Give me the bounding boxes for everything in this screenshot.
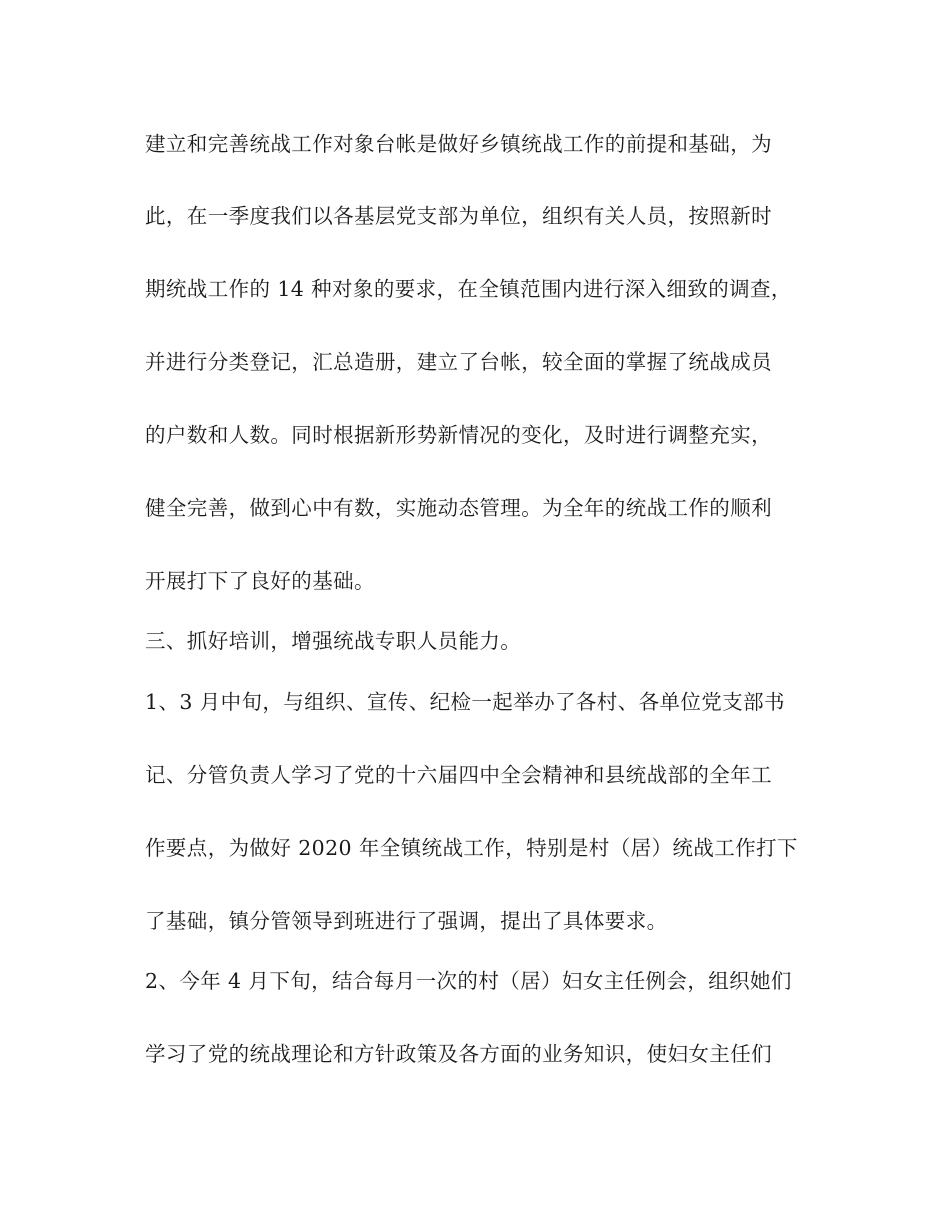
text-line: 学习了党的统战理论和方针政策及各方面的业务知识，使妇女主任们: [145, 1042, 772, 1066]
text-line: 了基础，镇分管领导到班进行了强调，提出了具体要求。: [145, 909, 668, 933]
text-line: 1、3 月中旬，与组织、宣传、纪检一起举办了各村、各单位党支部书: [145, 690, 785, 714]
text-line: 开展打下了良好的基础。: [145, 569, 375, 593]
text-line: 建立和完善统战工作对象台帐是做好乡镇统战工作的前提和基础，为: [145, 132, 772, 156]
text-line: 健全完善，做到心中有数，实施动态管理。为全年的统战工作的顺利: [145, 496, 772, 520]
text-line: 2、今年 4 月下旬，结合每月一次的村（居）妇女主任例会，组织她们: [145, 969, 792, 993]
text-line: 记、分管负责人学习了党的十六届四中全会精神和县统战部的全年工: [145, 763, 772, 787]
text-line: 作要点，为做好 2020 年全镇统战工作，特别是村（居）统战工作打下: [145, 836, 798, 860]
section-heading: 三、抓好培训，增强统战专职人员能力。: [145, 629, 522, 653]
text-line: 此，在一季度我们以各基层党支部为单位，组织有关人员，按照新时: [145, 204, 772, 228]
text-line: 期统战工作的 14 种对象的要求，在全镇范围内进行深入细致的调查，: [145, 277, 792, 301]
text-line: 并进行分类登记，汇总造册，建立了台帐，较全面的掌握了统战成员: [145, 350, 772, 374]
text-line: 的户数和人数。同时根据新形势新情况的变化，及时进行调整充实，: [145, 423, 772, 447]
